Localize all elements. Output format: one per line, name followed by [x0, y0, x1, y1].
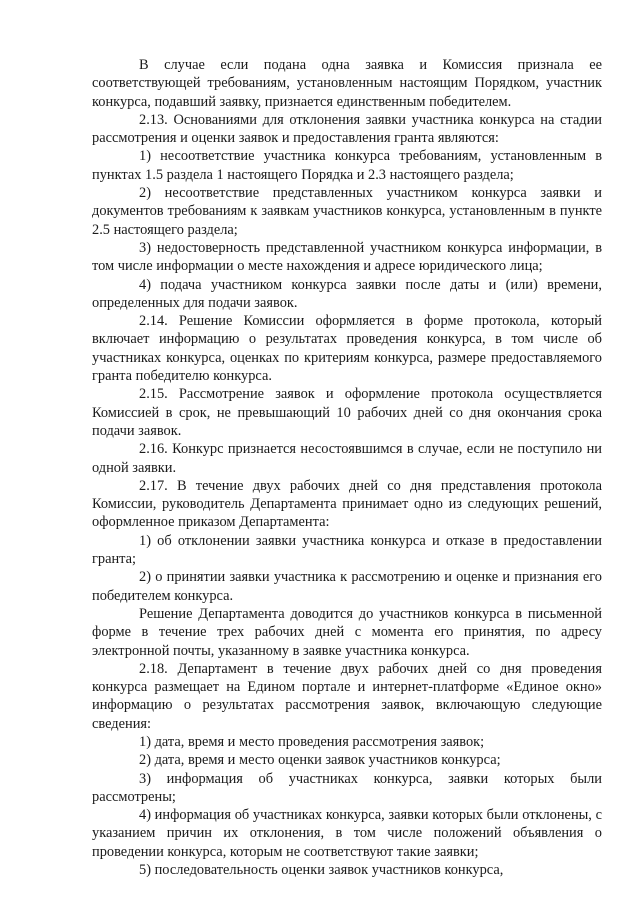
paragraph-sole-applicant: В случае если подана одна заявка и Комиссия признала ее соответствующей требованиям, установленным настоящим Порядком, участник конкурса, подавший заявку, признается единственным победителем.: [92, 57, 602, 110]
list-item-2: 2) о принятии заявки участника к рассмотрению и оценке и признания его победителем конкурса.: [92, 569, 602, 604]
paragraph-decision-notice: Решение Департамента доводится до участников конкурса в письменной форме в течение трех рабочих дней с момента его принятия, по адресу электронной почты, указанному в заявке участника конкурса.: [92, 605, 602, 659]
list-item-2: 2) несоответствие представленных участником конкурса заявки и документов требованиям к заявкам участников конкурса, установленным в пункте 2.5 настоящего раздела;: [92, 185, 602, 238]
paragraph-2-13: 2.13. Основаниями для отклонения заявки участника конкурса на стадии рассмотрения и оценки заявок и предоставления гранта являются:: [92, 111, 602, 147]
paragraph-2-18: 2.18. Департамент в течение двух рабочих дней со дня проведения конкурса размещает на Едином портале и интернет-платформе «Единое окно» информацию о результатах рассмотрения заявок, включающую следующие сведения:: [92, 660, 602, 732]
list-item-4: 4) подача участником конкурса заявки после даты и (или) времени, определенных для подачи заявок.: [92, 276, 602, 311]
list-item-5: 5) последовательность оценки заявок участников конкурса,: [139, 862, 504, 879]
list-item-2: 2) дата, время и место оценки заявок участников конкурса;: [139, 752, 501, 769]
list-item-1: 1) дата, время и место проведения рассмотрения заявок;: [139, 733, 485, 750]
list-item-4: 4) информация об участниках конкурса, заявки которых были отклонены, с указанием причин их отклонения, в том числе положений объявления о проведении конкурса, которым не соответствуют такие заявки;: [92, 807, 602, 860]
paragraph-2-14: 2.14. Решение Комиссии оформляется в форме протокола, который включает информацию о результатах проведения конкурса, в том числе об участниках конкурса, оценках по критериям конкурса, размере предоставляемого гранта победителю конкурса.: [92, 313, 602, 385]
list-item-3: 3) недостоверность представленной участником конкурса информации, в том числе информации о месте нахождения и адресе юридического лица;: [92, 239, 602, 275]
list-item-1: 1) несоответствие участника конкурса требованиям, установленным в пунктах 1.5 раздела 1 настоящего Порядка и 2.3 настоящего раздела;: [92, 148, 602, 183]
paragraph-2-17: 2.17. В течение двух рабочих дней со дня представления протокола Комиссии, руководитель Департамента принимает одно из следующих решений, оформленное приказом Департамента:: [92, 477, 602, 531]
list-item-3: 3) информация об участниках конкурса, заявки которых были рассмотрены;: [92, 770, 602, 805]
paragraph-2-15: 2.15. Рассмотрение заявок и оформление протокола осуществляется Комиссией в срок, не превышающий 10 рабочих дней со дня окончания срока подачи заявок.: [92, 386, 602, 439]
paragraph-2-16: 2.16. Конкурс признается несостоявшимся в случае, если не поступило ни одной заявки.: [92, 441, 602, 476]
list-item-1: 1) об отклонении заявки участника конкурса и отказе в предоставлении гранта;: [92, 532, 602, 568]
document-body: [92, 56, 602, 879]
